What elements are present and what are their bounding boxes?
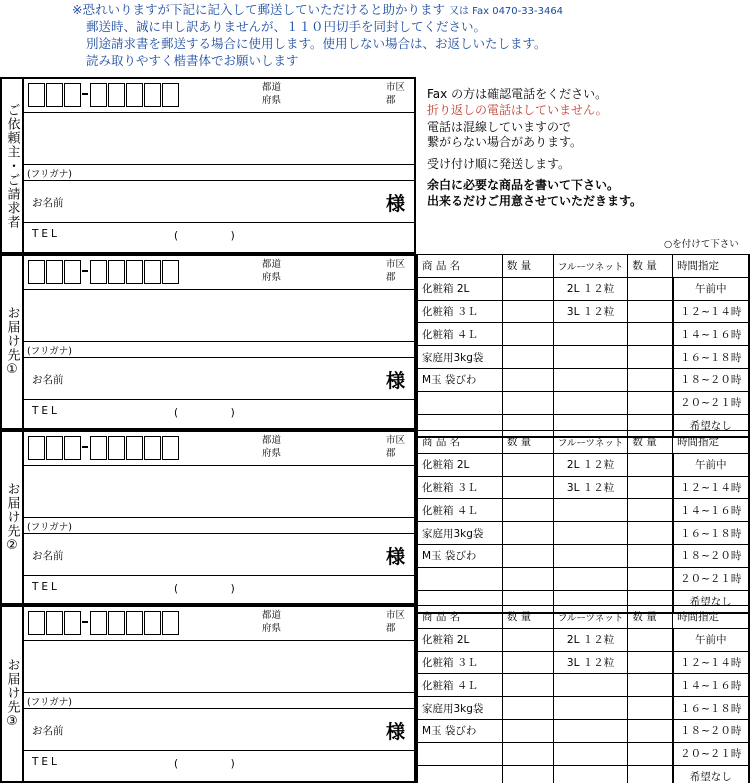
time-option-cell[interactable]: １８~２０時 xyxy=(673,719,749,742)
furigana-row xyxy=(24,165,414,181)
product-name-cell: 家庭用3kg袋 xyxy=(417,346,502,369)
furigana-row xyxy=(24,518,414,534)
time-option-cell[interactable]: 希望なし xyxy=(673,414,749,437)
postal-digit-box[interactable] xyxy=(126,436,143,460)
tel-parentheses[interactable]: ( ) xyxy=(174,758,235,770)
quantity-cell[interactable] xyxy=(502,476,553,499)
table-row xyxy=(417,765,749,783)
tel-parentheses[interactable]: ( ) xyxy=(174,583,235,595)
name-label: お名前 xyxy=(32,374,64,386)
fruitnet-cell xyxy=(553,346,628,369)
table-header-cell: 商 品 名 xyxy=(417,255,502,278)
table-header-cell: フルーツネット xyxy=(553,255,628,278)
table-row xyxy=(417,300,749,323)
city-label: 市区 郡 xyxy=(386,435,406,459)
postal-digit-box[interactable] xyxy=(90,436,107,460)
prefecture-label: 都道 府県 xyxy=(262,610,282,634)
product-name-cell xyxy=(417,742,502,765)
table-header-cell: 数 量 xyxy=(628,606,673,629)
fruitnet-quantity-cell[interactable] xyxy=(628,765,673,783)
note-line-busy: 電話は混線していますので xyxy=(427,120,572,134)
order-table xyxy=(416,605,750,783)
table-header-cell: 数 量 xyxy=(628,431,673,454)
postal-digit-box[interactable] xyxy=(126,260,143,284)
fruitnet-quantity-cell[interactable] xyxy=(628,277,673,300)
furigana-label: (フリガナ) xyxy=(27,169,72,180)
quantity-cell[interactable] xyxy=(502,453,553,476)
time-option-cell[interactable]: ２０~２１時 xyxy=(673,567,749,590)
quantity-cell[interactable] xyxy=(502,323,553,346)
requester-section xyxy=(0,77,750,254)
postal-digit-box[interactable] xyxy=(162,611,179,635)
product-name-cell xyxy=(417,567,502,590)
postal-digit-box[interactable] xyxy=(108,611,125,635)
name-label: お名前 xyxy=(32,550,64,562)
postal-digit-box[interactable] xyxy=(64,83,81,107)
product-name-cell xyxy=(417,391,502,414)
requester-label xyxy=(0,77,24,254)
address-block xyxy=(24,254,416,430)
postal-digit-box[interactable] xyxy=(108,436,125,460)
postal-dash xyxy=(82,621,88,623)
fruitnet-cell: 3L １２粒 xyxy=(553,651,628,674)
quantity-cell[interactable] xyxy=(502,300,553,323)
table-row xyxy=(417,742,749,765)
tel-row xyxy=(24,400,414,428)
table-header-cell: フルーツネット xyxy=(553,431,628,454)
tel-row xyxy=(24,223,414,252)
fruitnet-quantity-cell[interactable] xyxy=(628,346,673,369)
fruitnet-cell xyxy=(553,544,628,567)
fruitnet-quantity-cell[interactable] xyxy=(628,674,673,697)
fruitnet-cell xyxy=(553,323,628,346)
furigana-label: (フリガナ) xyxy=(27,346,72,357)
postal-digit-box[interactable] xyxy=(64,260,81,284)
postal-digit-box[interactable] xyxy=(162,260,179,284)
postal-dash xyxy=(82,93,88,95)
postal-digit-box[interactable] xyxy=(28,260,45,284)
table-row xyxy=(417,674,749,697)
fruitnet-quantity-cell[interactable] xyxy=(628,522,673,545)
tel-label: TEL xyxy=(32,228,60,240)
time-option-cell[interactable]: １２~１４時 xyxy=(673,300,749,323)
quantity-cell[interactable] xyxy=(502,742,553,765)
table-header-cell: 商 品 名 xyxy=(417,431,502,454)
product-name-cell: 化粧箱 ３Ｌ xyxy=(417,651,502,674)
postal-digit-box[interactable] xyxy=(46,611,63,635)
fruitnet-quantity-cell[interactable] xyxy=(628,323,673,346)
fruitnet-quantity-cell[interactable] xyxy=(628,628,673,651)
postal-row xyxy=(24,432,414,466)
fruitnet-cell xyxy=(553,742,628,765)
table-header-cell: 商 品 名 xyxy=(417,606,502,629)
header-line-4: 読み取りやすく楷書体でお願いします xyxy=(86,53,299,68)
postal-digit-box[interactable] xyxy=(144,83,161,107)
table-header-row xyxy=(417,431,749,454)
time-option-cell[interactable]: １４~１６時 xyxy=(673,674,749,697)
address-block xyxy=(24,605,416,783)
header-line-3: 別途請求書を郵送する場合に使用します。使用しない場合は、お返しいたします。 xyxy=(86,36,547,51)
destination-section-1 xyxy=(0,254,750,430)
table-header-cell: 数 量 xyxy=(502,255,553,278)
tel-parentheses[interactable]: ( ) xyxy=(174,230,235,242)
note-ship-order: 受け付け順に発送します。 xyxy=(427,157,571,171)
time-option-cell[interactable]: 午前中 xyxy=(673,628,749,651)
sama-honorific: 様 xyxy=(386,193,406,215)
fruitnet-cell xyxy=(553,674,628,697)
address-block xyxy=(24,77,416,254)
table-row xyxy=(417,697,749,720)
postal-row xyxy=(24,607,414,641)
table-row xyxy=(417,544,749,567)
table-row xyxy=(417,453,749,476)
postal-digit-box[interactable] xyxy=(64,436,81,460)
postal-digit-box[interactable] xyxy=(126,83,143,107)
fruitnet-cell xyxy=(553,567,628,590)
fruitnet-cell xyxy=(553,719,628,742)
postal-digit-box[interactable] xyxy=(28,83,45,107)
table-row xyxy=(417,277,749,300)
destination-label-2-text: お届け先② xyxy=(4,481,20,554)
time-option-cell[interactable]: １８~２０時 xyxy=(673,544,749,567)
postal-digit-box[interactable] xyxy=(90,611,107,635)
note-will-prepare: 出来るだけご用意させていただきます。 xyxy=(427,194,643,208)
product-name-cell: M玉 袋びわ xyxy=(417,368,502,391)
destination-label-3-text: お届け先③ xyxy=(4,658,20,730)
product-name-cell: M玉 袋びわ xyxy=(417,544,502,567)
destination-label-3 xyxy=(0,605,24,783)
fruitnet-quantity-cell[interactable] xyxy=(628,719,673,742)
fruitnet-quantity-cell[interactable] xyxy=(628,544,673,567)
product-name-cell: 化粧箱 ４Ｌ xyxy=(417,323,502,346)
quantity-cell[interactable] xyxy=(502,368,553,391)
city-label: 市区 郡 xyxy=(386,82,406,106)
address-row[interactable] xyxy=(24,641,414,693)
note-no-callback: 折り返しの電話はしていません。 xyxy=(427,103,608,117)
fruitnet-cell: 3L １２粒 xyxy=(553,476,628,499)
quantity-cell[interactable] xyxy=(502,567,553,590)
destination-label-2 xyxy=(0,430,24,605)
name-row xyxy=(24,534,414,576)
destination-section-2 xyxy=(0,430,750,608)
fruitnet-cell: 2L １２粒 xyxy=(553,277,628,300)
postal-digit-box[interactable] xyxy=(108,260,125,284)
postal-digit-box[interactable] xyxy=(108,83,125,107)
postal-dash xyxy=(82,270,88,272)
fruitnet-cell xyxy=(553,391,628,414)
postal-digit-box[interactable] xyxy=(162,83,179,107)
product-name-cell: 家庭用3kg袋 xyxy=(417,522,502,545)
fruitnet-quantity-cell[interactable] xyxy=(628,391,673,414)
quantity-cell[interactable] xyxy=(502,697,553,720)
fruitnet-quantity-cell[interactable] xyxy=(628,499,673,522)
table-header-cell: 時間指定 xyxy=(673,255,749,278)
destination-label-1 xyxy=(0,254,24,430)
destination-section-3 xyxy=(0,605,750,783)
sama-honorific: 様 xyxy=(386,721,406,743)
address-row[interactable] xyxy=(24,113,414,165)
table-row xyxy=(417,499,749,522)
table-row xyxy=(417,628,749,651)
name-label: お名前 xyxy=(32,197,64,209)
product-name-cell: 化粧箱 ４Ｌ xyxy=(417,674,502,697)
fruitnet-quantity-cell[interactable] xyxy=(628,697,673,720)
product-name-cell: 化粧箱 ３Ｌ xyxy=(417,300,502,323)
postal-digit-box[interactable] xyxy=(144,436,161,460)
furigana-row xyxy=(24,693,414,709)
time-option-cell[interactable]: １６~１８時 xyxy=(673,697,749,720)
quantity-cell[interactable] xyxy=(502,719,553,742)
table-row xyxy=(417,346,749,369)
note-confirm-call: Fax の方は確認電話をください。 xyxy=(427,87,608,101)
tel-row xyxy=(24,576,414,603)
quantity-cell[interactable] xyxy=(502,765,553,783)
postal-dash xyxy=(82,446,88,448)
postal-digit-box[interactable] xyxy=(64,611,81,635)
tel-label: TEL xyxy=(32,756,60,768)
time-option-cell[interactable]: 希望なし xyxy=(673,765,749,783)
city-label: 市区 郡 xyxy=(386,259,406,283)
postal-digit-box[interactable] xyxy=(90,260,107,284)
fruitnet-quantity-cell[interactable] xyxy=(628,453,673,476)
quantity-cell[interactable] xyxy=(502,628,553,651)
note-circle-instruction: ○を付けて下さい xyxy=(664,239,739,250)
furigana-label: (フリガナ) xyxy=(27,697,72,708)
postal-digit-box[interactable] xyxy=(46,436,63,460)
quantity-cell[interactable] xyxy=(502,499,553,522)
postal-digit-box[interactable] xyxy=(28,436,45,460)
quantity-cell[interactable] xyxy=(502,391,553,414)
postal-digit-box[interactable] xyxy=(90,83,107,107)
table-row xyxy=(417,323,749,346)
address-row[interactable] xyxy=(24,466,414,518)
address-row[interactable] xyxy=(24,290,414,342)
tel-parentheses[interactable]: ( ) xyxy=(174,407,235,419)
prefecture-label: 都道 府県 xyxy=(262,82,282,106)
table-row xyxy=(417,719,749,742)
table-header-cell: フルーツネット xyxy=(553,606,628,629)
fruitnet-quantity-cell[interactable] xyxy=(628,368,673,391)
time-option-cell[interactable]: １８~２０時 xyxy=(673,368,749,391)
name-row xyxy=(24,181,414,223)
quantity-cell[interactable] xyxy=(502,522,553,545)
fruitnet-cell: 2L １２粒 xyxy=(553,453,628,476)
tel-label: TEL xyxy=(32,581,60,593)
time-option-cell[interactable]: 午前中 xyxy=(673,277,749,300)
destination-label-1-text: お届け先① xyxy=(4,306,20,378)
tel-label: TEL xyxy=(32,405,60,417)
fruitnet-cell: 2L １２粒 xyxy=(553,628,628,651)
time-option-cell[interactable]: ２０~２１時 xyxy=(673,391,749,414)
quantity-cell[interactable] xyxy=(502,674,553,697)
postal-digit-box[interactable] xyxy=(46,260,63,284)
time-option-cell[interactable]: １６~１８時 xyxy=(673,346,749,369)
fruitnet-quantity-cell[interactable] xyxy=(628,300,673,323)
product-name-cell xyxy=(417,765,502,783)
name-row xyxy=(24,709,414,751)
fruitnet-cell xyxy=(553,522,628,545)
table-row xyxy=(417,476,749,499)
table-header-cell: 時間指定 xyxy=(673,606,749,629)
table-header-row xyxy=(417,255,749,278)
time-option-cell[interactable]: １２~１４時 xyxy=(673,651,749,674)
note-write-in-margin: 余白に必要な商品を書いて下さい。 xyxy=(427,178,620,192)
time-option-cell[interactable]: 午前中 xyxy=(673,453,749,476)
table-header-cell: 時間指定 xyxy=(673,431,749,454)
name-label: お名前 xyxy=(32,725,64,737)
prefecture-label: 都道 府県 xyxy=(262,435,282,459)
time-option-cell[interactable]: １６~１８時 xyxy=(673,522,749,545)
table-header-row xyxy=(417,606,749,629)
time-option-cell[interactable]: １４~１６時 xyxy=(673,499,749,522)
order-table xyxy=(416,430,750,614)
postal-digit-box[interactable] xyxy=(144,260,161,284)
address-block xyxy=(24,430,416,605)
prefecture-label: 都道 府県 xyxy=(262,259,282,283)
time-option-cell[interactable]: １２~１４時 xyxy=(673,476,749,499)
city-label: 市区 郡 xyxy=(386,610,406,634)
postal-digit-box[interactable] xyxy=(126,611,143,635)
table-row xyxy=(417,651,749,674)
postal-row xyxy=(24,79,414,113)
product-name-cell: 家庭用3kg袋 xyxy=(417,697,502,720)
fruitnet-quantity-cell[interactable] xyxy=(628,651,673,674)
product-name-cell: M玉 袋びわ xyxy=(417,719,502,742)
fruitnet-cell xyxy=(553,697,628,720)
table-header-cell: 数 量 xyxy=(502,606,553,629)
fruitnet-quantity-cell[interactable] xyxy=(628,476,673,499)
requester-label-text: ご依頼主・ご請求者 xyxy=(4,102,20,229)
product-name-cell: 化粧箱 2L xyxy=(417,453,502,476)
product-name-cell: 化粧箱 ４Ｌ xyxy=(417,499,502,522)
product-name-cell: 化粧箱 2L xyxy=(417,628,502,651)
tel-row xyxy=(24,751,414,781)
furigana-row xyxy=(24,342,414,358)
furigana-label: (フリガナ) xyxy=(27,522,72,533)
table-row xyxy=(417,368,749,391)
postal-row xyxy=(24,256,414,290)
product-name-cell: 化粧箱 2L xyxy=(417,277,502,300)
fruitnet-quantity-cell[interactable] xyxy=(628,567,673,590)
table-header-cell: 数 量 xyxy=(628,255,673,278)
time-option-cell[interactable]: ２０~２１時 xyxy=(673,742,749,765)
time-option-cell[interactable]: １４~１６時 xyxy=(673,323,749,346)
header-line-1: ※恐れいりますが下記に記入して郵送していただけると助かります 又は Fax 0470-33-3464 xyxy=(72,2,564,17)
quantity-cell[interactable] xyxy=(502,651,553,674)
quantity-cell[interactable] xyxy=(502,277,553,300)
postal-digit-box[interactable] xyxy=(144,611,161,635)
order-table xyxy=(416,254,750,438)
fruitnet-quantity-cell[interactable] xyxy=(628,742,673,765)
sama-honorific: 様 xyxy=(386,370,406,392)
quantity-cell[interactable] xyxy=(502,346,553,369)
sama-honorific: 様 xyxy=(386,546,406,568)
table-row xyxy=(417,567,749,590)
table-row xyxy=(417,391,749,414)
table-header-cell: 数 量 xyxy=(502,431,553,454)
table-row xyxy=(417,522,749,545)
postal-digit-box[interactable] xyxy=(46,83,63,107)
note-may-not-connect: 繋がらない場合があります。 xyxy=(427,135,583,149)
time-option-cell[interactable]: 希望なし xyxy=(673,590,749,613)
fruitnet-cell xyxy=(553,499,628,522)
fruitnet-cell xyxy=(553,765,628,783)
postal-digit-box[interactable] xyxy=(28,611,45,635)
product-name-cell: 化粧箱 ３Ｌ xyxy=(417,476,502,499)
quantity-cell[interactable] xyxy=(502,544,553,567)
fruitnet-cell xyxy=(553,368,628,391)
postal-digit-box[interactable] xyxy=(162,436,179,460)
fruitnet-cell: 3L １２粒 xyxy=(553,300,628,323)
header-line-2: 郵送時、誠に申し訳ありませんが、１１０円切手を同封してください。 xyxy=(86,19,487,34)
name-row xyxy=(24,358,414,400)
